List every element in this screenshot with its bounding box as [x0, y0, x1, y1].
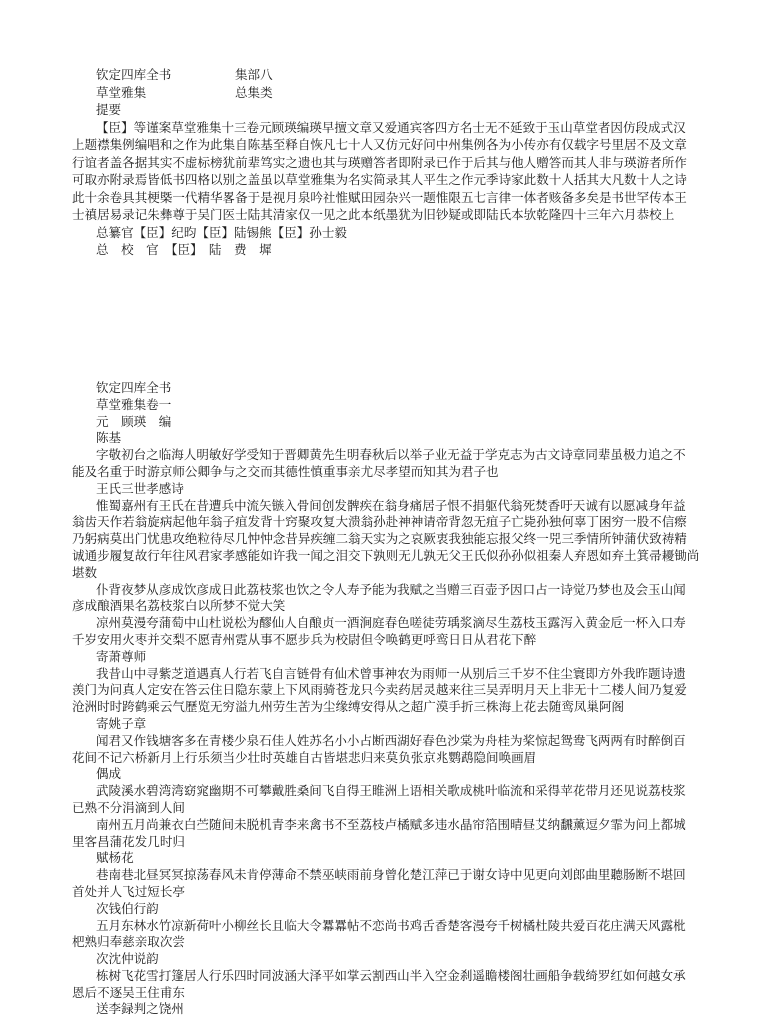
- poem-line: 武陵溪水碧湾湾窈窕幽期不可攀戴胜桑间飞自得王睢洲上语相关歌成桃叶临流和采得苹花带月还见说荔枝浆: [96, 783, 686, 799]
- poem-line: 里客昌蒲花发几时归: [72, 833, 185, 849]
- poem-line: 沧洲时时跨鹤乘云气歷览无穷溢九州劳生苦为尘缘缚安得从之超广漠手折三株海上花去随鸾凤巢阿阁: [72, 699, 625, 715]
- poem-line: 闻君又作钱塘客多在青楼少泉石佳人姓苏名小小占断西湖好春色沙棠为舟桂为桨惊起鸳鸯飞两两有时醉倒百: [96, 732, 686, 748]
- collection-title: 钦定四库全书: [96, 67, 172, 82]
- poem-title: 寄姚子章: [96, 715, 147, 731]
- abstract-heading: 提要: [96, 102, 122, 117]
- book-title: 草堂雅集: [96, 84, 147, 100]
- abstract-line: 行谊者盖各据其实不虚标榜犹前辈笃实之遗也其与瑛赠答者即附录已作于后其与他人赠答而其人非与瑛游者所作: [72, 154, 687, 170]
- poem: [72, 649, 712, 716]
- collection-header-row: [72, 66, 712, 84]
- poem: [72, 766, 712, 816]
- poet-bio-line: 能及名重于时游京师公卿争与之交而其德性慎重事亲尤尽孝望而知其为君子也: [72, 463, 499, 479]
- poem-line: 首处并人飞过短长亭: [72, 883, 185, 899]
- poem-line: 花间不记六桥新月上行乐须当少壮时英雄自古皆堪悲归来莫负张京兆鹦鹉隐间唤画眉: [72, 749, 537, 765]
- poem: [72, 1001, 712, 1018]
- poem: [72, 716, 712, 766]
- poem-line: 千岁安用火枣并交梨不愿青州霓从事不愿步兵为校尉但令唤鹤更呼鸾日日从君花下醉: [72, 631, 537, 647]
- book-header-row: [72, 84, 712, 102]
- abstract-line: 【臣】等谨案草堂雅集十三卷元顾瑛编瑛早擅文章又爱通宾客四方名士无不延致于玉山草堂者因仿段成式汉: [96, 119, 686, 135]
- abstract-line: 此十余卷具其梗槩一代精华畧备于是视月泉吟社惟赋田园杂兴一题惟限五七言律一体者赅备多矣是书世罕传本王: [72, 189, 687, 205]
- poem: [72, 901, 712, 951]
- poem: [72, 951, 712, 1001]
- poem-line: 五月东林水竹凉新荷叶小柳丝长且临大令羃羃帖不恋尚书鸡舌香楚客漫夸千树橘杜陵共爱百花庄满天风露枇: [96, 917, 686, 933]
- poem-line: 杷熟归奉慈亲取次尝: [72, 934, 185, 950]
- poem-line: 栋树飞花雪打篷居人行乐四时同波涵大泽平如掌云割西山半入空金刹遥瞻楼阁壮画船争载绮罗红如何越女承: [96, 967, 686, 983]
- poem-title: 仆背夜梦从彦成饮彦成日此荔枝浆也饮之令人寿予能为我赋之当赠三百壶予因口占一诗觉乃梦也及会玉山闻: [96, 581, 686, 597]
- poem: [72, 582, 712, 649]
- compilers-line: 总纂官【臣】纪昀【臣】陆锡熊【臣】孙士毅: [96, 224, 347, 240]
- abstract-line: 士禛居易录记朱彝尊于吴门医士陆其清家仅一见之此本纸墨犹为旧钞疑或即陆氏本欤乾隆四十三年六月恭校上: [72, 207, 675, 222]
- poem-line: 堪数: [72, 564, 98, 580]
- poem-line: 惟蜀嘉州有王氏在昔遭兵中流矢镞入骨间创发髀疾在翁身痛居子恨不捐躯代翁死焚香吁天诚有以愿减身年益: [96, 497, 686, 513]
- poem-line: 恩后不逐吴王住甫东: [72, 984, 185, 1000]
- volume-collection-title: 钦定四库全书: [96, 380, 172, 395]
- poet-bio-line: 字敬初台之临海人明敏好学受知于晋卿黄先生明春秋后以举子业无益于学克志为古文诗章同辈虽极力追之不: [96, 447, 686, 463]
- poem-line: 羡门为问真人定安在答云住日隐东蒙上下风雨骑苍龙只今卖药居灵越来往三吴弄明月天上非无十二楼人间乃复爱: [72, 682, 687, 698]
- poem-line: 诚通步履复故行年往风君家孝感能如许我一闻之泪交下孰则无儿孰无父王氏似孙孙似祖秦人弃恩如弃土箕帚耰锄尚: [72, 547, 700, 563]
- poem-title: 寄萧尊师: [96, 648, 147, 664]
- poem-title: 偶成: [96, 766, 122, 782]
- abstract-line: 可取亦附录焉皆低书四格以别之盖虽以草堂雅集为名实简录其人平生之作元季诗家此数十人括其大凡数十人之诗: [72, 172, 687, 187]
- poem-title: 彦成酿酒果名荔枝浆白以所梦不觉大笑: [72, 598, 286, 614]
- abstract-paragraph: [72, 119, 712, 224]
- poem-title: 次钱伯行韵: [96, 900, 159, 916]
- poem-line: 已熟不分涓滴到人间: [72, 799, 185, 815]
- abstract-line: 上题襟集例编唱和之作为此集自陈基至释自恢凡七十人又仿元好问中州集例各为小传亦有仅载字号里居不及文章: [72, 137, 687, 152]
- poem-title: 王氏三世孝感诗: [96, 480, 184, 496]
- poem: [72, 481, 712, 582]
- proofreader-line: 总 校 官 【臣】 陆 费 墀: [96, 242, 272, 257]
- poem-line: 南州五月尚兼衣白苎随间未脱机青李来禽书不至荔枝卢橘赋多违水晶帘箔围晴昼艾纳飜薰逗夕霏为问上都城: [96, 816, 686, 832]
- section-label: 集部八: [235, 67, 273, 82]
- poem-line: 乃躬病莫出门忧患攻绝粒待尽几忡忡念昔异疾缠二翁天实为之哀厥衷我独能忘报父终一兕三季情所钟蒲伏致祷精: [72, 531, 687, 547]
- poem-title: 送李録判之饶州: [96, 1001, 184, 1017]
- poem: [72, 817, 712, 851]
- poem-line: 我昔山中寻紫芝道遇真人行若飞自言链骨有仙术曾事神农为雨师一从别后三千岁不住尘寰即方外我昨题诗遗: [96, 665, 686, 681]
- poem-line: 巷南巷北昼冥冥掠荡春风未肯停薄命不禁巫峡雨前身曾化楚江萍已于谢女诗中见更向刘郎曲里聽肠断不堪回: [96, 867, 686, 883]
- volume-title: 草堂雅集卷一: [96, 396, 172, 412]
- poem: [72, 850, 712, 900]
- front-matter: [72, 66, 712, 259]
- poem-title: 赋杨花: [96, 850, 134, 866]
- category-label: 总集类: [235, 84, 273, 100]
- poem-line: 翁齿天作若翁旋病起他年翁子疽发背十窍聚攻复大溃翁孙赴神神请帝背忽无疽子亡毙孙独何辜丁困穷一股不信瘵: [72, 514, 687, 530]
- poem-line: 凉州莫漫夸蒲萄中山杜说松为醪仙人自酿贞一酒涧庭春色嗟徒劳瑀浆滴尽生荔枝玉露泻入黄金卮一杯入口寿: [96, 615, 686, 631]
- poet-bio: [72, 447, 712, 481]
- volume-one: [72, 380, 712, 1018]
- poem-title: 次沈仲说韵: [96, 951, 159, 967]
- editor-line: 元 顾瑛 编: [96, 413, 172, 429]
- poet-name: 陈基: [96, 430, 122, 446]
